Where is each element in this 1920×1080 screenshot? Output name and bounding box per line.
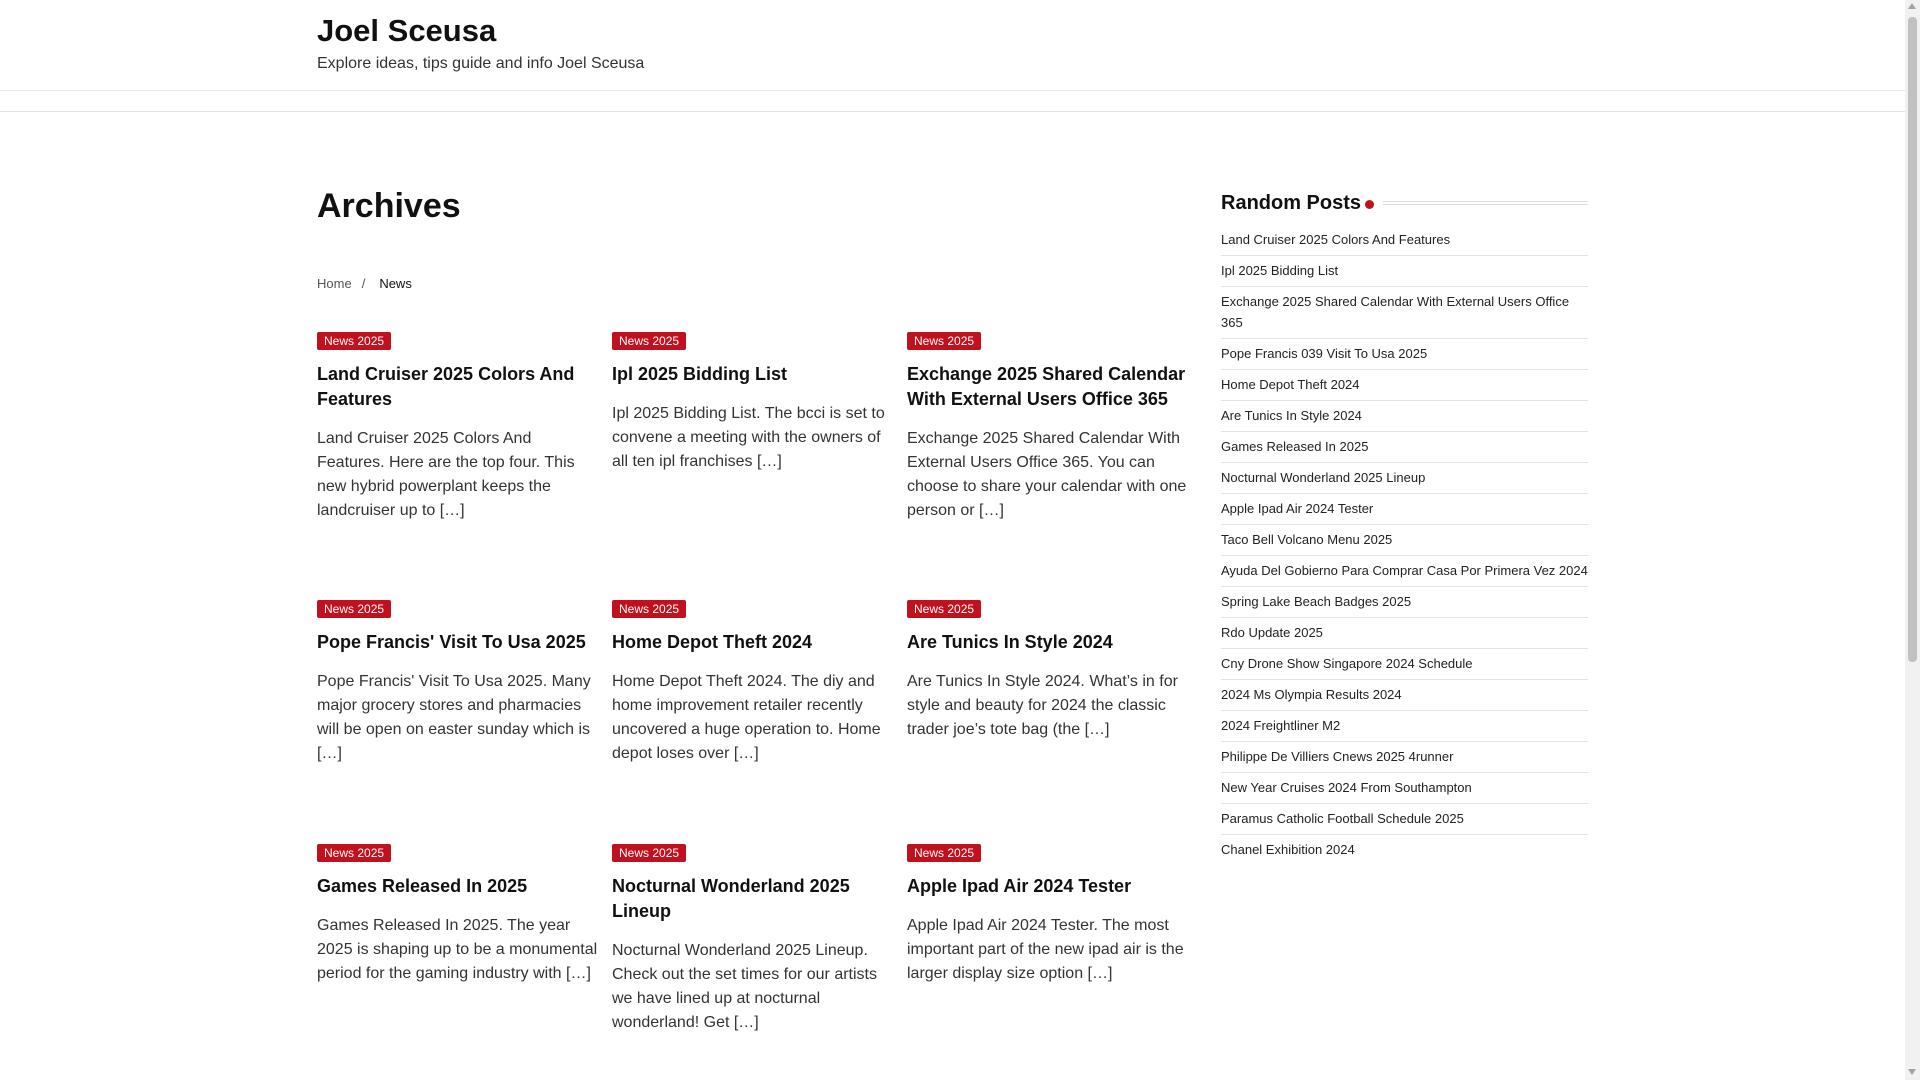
- category-badge[interactable]: News 2025: [612, 844, 686, 862]
- category-badge[interactable]: News 2025: [317, 844, 391, 862]
- page-scrollbar[interactable]: [1905, 0, 1920, 1080]
- post-excerpt: Home Depot Theft 2024. The diy and home improvement retailer recently uncovered a huge operation to. Home depot loses over […]: [612, 673, 881, 762]
- post-title[interactable]: Exchange 2025 Shared Calendar With External Users Office 365: [907, 364, 1186, 409]
- post-title[interactable]: Pope Francis' Visit To Usa 2025: [317, 632, 586, 652]
- post-title[interactable]: Ipl 2025 Bidding List: [612, 364, 788, 384]
- post-card: [612, 332, 897, 474]
- site-title[interactable]: Joel Sceusa: [317, 13, 497, 48]
- site-header: [0, 0, 1905, 91]
- random-post-link[interactable]: Land Cruiser 2025 Colors And Features: [1221, 225, 1588, 256]
- scroll-down-arrow-icon[interactable]: [1908, 1069, 1916, 1075]
- sidebar: [1221, 192, 1588, 865]
- post-excerpt: Apple Ipad Air 2024 Tester. The most important part of the new ipad air is the larger display size option […]: [907, 917, 1184, 982]
- post-excerpt: Ipl 2025 Bidding List. The bcci is set to convene a meeting with the owners of all ten ipl franchises […]: [612, 405, 885, 470]
- random-post-link[interactable]: Cny Drone Show Singapore 2024 Schedule: [1221, 649, 1588, 680]
- accent-dot-icon: [1365, 200, 1374, 209]
- post-card: [317, 844, 602, 986]
- post-card: [907, 844, 1192, 986]
- category-badge[interactable]: News 2025: [317, 600, 391, 618]
- random-posts-list: [1221, 225, 1588, 865]
- breadcrumb-home-link[interactable]: Home: [317, 276, 352, 291]
- widget-title: Random Posts: [1221, 192, 1362, 214]
- post-title[interactable]: Apple Ipad Air 2024 Tester: [907, 876, 1132, 896]
- post-card: [612, 844, 897, 1035]
- post-excerpt: Pope Francis' Visit To Usa 2025. Many major grocery stores and pharmacies will be open on easter sunday which is […]: [317, 673, 591, 762]
- random-post-link[interactable]: New Year Cruises 2024 From Southampton: [1221, 773, 1588, 804]
- random-post-link[interactable]: Rdo Update 2025: [1221, 618, 1588, 649]
- header-divider: [0, 111, 1905, 112]
- page-title: Archives: [317, 187, 461, 225]
- random-post-link[interactable]: Spring Lake Beach Badges 2025: [1221, 587, 1588, 618]
- post-excerpt: Nocturnal Wonderland 2025 Lineup. Check out the set times for our artists we have lined up at nocturnal wonderland! Get […]: [612, 942, 877, 1031]
- category-badge[interactable]: News 2025: [907, 600, 981, 618]
- post-excerpt: Exchange 2025 Shared Calendar With External Users Office 365. You can choose to share your calendar with one person or […]: [907, 430, 1187, 519]
- random-post-link[interactable]: Ayuda Del Gobierno Para Comprar Casa Por Primera Vez 2024: [1221, 556, 1588, 587]
- random-post-link[interactable]: Are Tunics In Style 2024: [1221, 401, 1588, 432]
- widget-header: [1221, 192, 1588, 216]
- breadcrumb: [317, 276, 412, 291]
- post-card: [317, 600, 602, 766]
- random-post-link[interactable]: Chanel Exhibition 2024: [1221, 842, 1355, 857]
- random-post-link[interactable]: Apple Ipad Air 2024 Tester: [1221, 494, 1588, 525]
- category-badge[interactable]: News 2025: [612, 600, 686, 618]
- scroll-thumb[interactable]: [1908, 17, 1917, 662]
- random-post-link[interactable]: Paramus Catholic Football Schedule 2025: [1221, 804, 1588, 835]
- random-post-link[interactable]: 2024 Freightliner M2: [1221, 711, 1588, 742]
- breadcrumb-separator: /: [361, 276, 366, 291]
- post-title[interactable]: Games Released In 2025: [317, 876, 528, 896]
- widget-title-rule: [1383, 201, 1588, 205]
- random-post-link[interactable]: Taco Bell Volcano Menu 2025: [1221, 525, 1588, 556]
- post-card: [907, 600, 1192, 742]
- random-post-link[interactable]: Philippe De Villiers Cnews 2025 4runner: [1221, 742, 1588, 773]
- random-post-link[interactable]: Pope Francis 039 Visit To Usa 2025: [1221, 339, 1588, 370]
- post-title[interactable]: Nocturnal Wonderland 2025 Lineup: [612, 876, 850, 921]
- post-title[interactable]: Land Cruiser 2025 Colors And Features: [317, 364, 575, 409]
- category-badge[interactable]: News 2025: [907, 844, 981, 862]
- random-post-link[interactable]: Home Depot Theft 2024: [1221, 370, 1588, 401]
- post-excerpt: Games Released In 2025. The year 2025 is shaping up to be a monumental period for the gaming industry with […]: [317, 917, 598, 982]
- random-post-link[interactable]: Nocturnal Wonderland 2025 Lineup: [1221, 463, 1588, 494]
- post-excerpt: Are Tunics In Style 2024. What’s in for style and beauty for 2024 the classic trader joe’s tote bag (the […]: [907, 673, 1178, 738]
- random-post-link[interactable]: Games Released In 2025: [1221, 432, 1588, 463]
- post-title[interactable]: Are Tunics In Style 2024: [907, 632, 1113, 652]
- category-badge[interactable]: News 2025: [907, 332, 981, 350]
- scroll-up-arrow-icon[interactable]: [1908, 3, 1916, 9]
- random-post-link[interactable]: Exchange 2025 Shared Calendar With External Users Office 365: [1221, 287, 1588, 339]
- category-badge[interactable]: News 2025: [612, 332, 686, 350]
- post-title[interactable]: Home Depot Theft 2024: [612, 632, 813, 652]
- random-post-link[interactable]: Ipl 2025 Bidding List: [1221, 256, 1588, 287]
- post-card: [317, 332, 602, 523]
- site-tagline: Explore ideas, tips guide and info Joel Sceusa: [317, 55, 645, 72]
- post-card: [907, 332, 1192, 523]
- breadcrumb-current: News: [379, 276, 412, 291]
- post-card: [612, 600, 897, 766]
- random-post-link[interactable]: 2024 Ms Olympia Results 2024: [1221, 680, 1588, 711]
- post-excerpt: Land Cruiser 2025 Colors And Features. Here are the top four. This new hybrid powerplant keeps the landcruiser up to […]: [317, 430, 575, 519]
- category-badge[interactable]: News 2025: [317, 332, 391, 350]
